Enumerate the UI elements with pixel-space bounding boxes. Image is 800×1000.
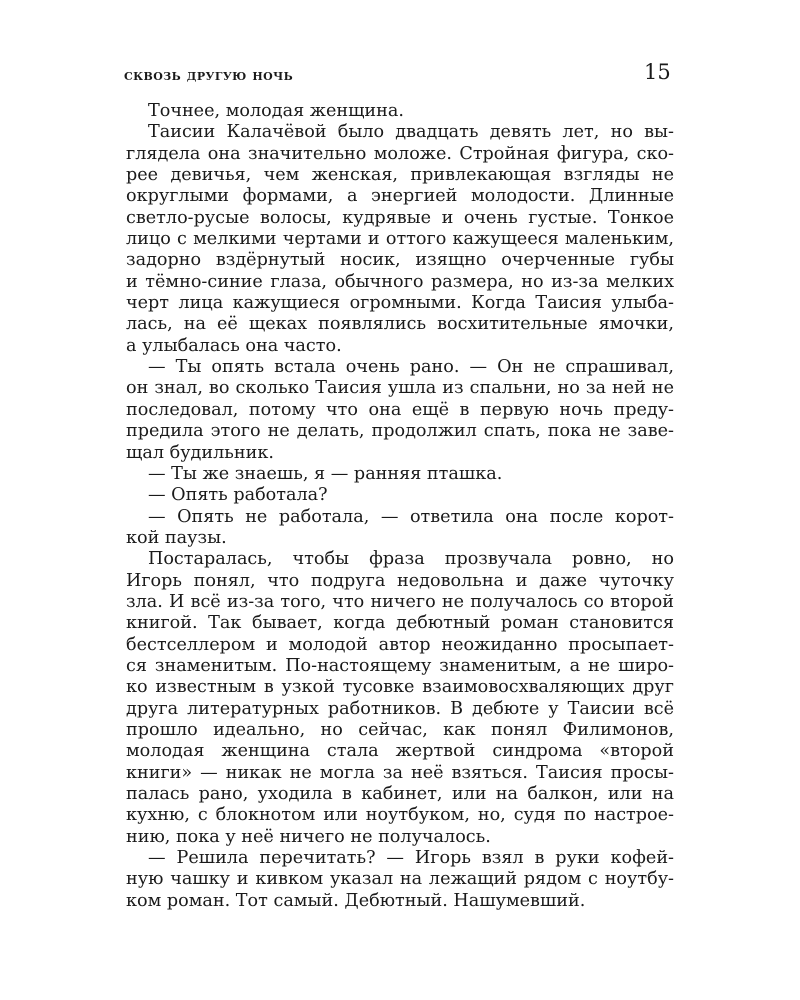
text-line: молодая женщина стала жертвой синдрома «второй [126, 741, 674, 762]
text-line: кой паузы. [126, 527, 227, 548]
text-line: предила этого не делать, продолжил спать, пока не заве- [126, 421, 674, 442]
text-line: книги» — никак не могла за неё взяться. Таисия просы- [126, 762, 674, 783]
text-line: ся знаменитым. По-настоящему знаменитым, а не широ- [126, 655, 674, 676]
text-line: ную чашку и кивком указал на лежащий рядом с ноутбу- [126, 869, 674, 890]
body-text [126, 101, 674, 912]
text-line: — Опять не работала, — ответила она после корот- [148, 506, 674, 527]
text-line: щал будильник. [126, 442, 274, 463]
text-line: книгой. Так бывает, когда дебютный роман становится [126, 613, 674, 634]
text-line: — Ты опять встала очень рано. — Он не спрашивал, [148, 357, 674, 378]
text-line: задорно вздёрнутый носик, изящно очерченные губы [126, 250, 674, 271]
text-line: последовал, потому что она ещё в первую ночь преду- [126, 399, 674, 420]
text-line: нию, пока у неё ничего не получалось. [126, 826, 491, 847]
text-line: рее девичья, чем женская, привлекающая взгляды не [126, 165, 674, 186]
text-line: — Ты же знаешь, я — ранняя пташка. [148, 463, 503, 484]
text-line: Постаралась, чтобы фраза прозвучала ровно, но [148, 549, 674, 570]
running-title: сквозь другую ночь [124, 66, 294, 84]
text-line: друга литературных работников. В дебюте у Таисии всё [126, 698, 674, 719]
text-line: ко известным в узкой тусовке взаимовосхваляющих друг [126, 677, 674, 698]
text-line: а улыбалась она часто. [126, 335, 342, 356]
text-line: светло-русые волосы, кудрявые и очень густые. Тонкое [126, 207, 674, 228]
text-line: — Опять работала? [148, 485, 328, 506]
page-number: 15 [644, 60, 671, 84]
text-line: лицо с мелкими чертами и оттого кажущееся маленьким, [126, 229, 674, 250]
text-line: — Решила перечитать? — Игорь взял в руки кофей- [148, 848, 674, 869]
text-line: он знал, во сколько Таисия ушла из спальни, но за ней не [126, 378, 674, 399]
text-line: прошло идеально, но сейчас, как понял Филимонов, [126, 719, 674, 740]
text-line: Игорь понял, что подруга недовольна и даже чуточку [126, 570, 674, 591]
text-line: бестселлером и молодой автор неожиданно просыпает- [126, 634, 674, 655]
text-line: ком роман. Тот самый. Дебютный. Нашумевший. [126, 890, 586, 911]
text-line: Точнее, молодая женщина. [148, 101, 404, 121]
text-line: округлыми формами, а энергией молодости. Длинные [126, 186, 674, 207]
text-line: и тёмно-синие глаза, обычного размера, но из-за мелких [126, 271, 674, 292]
text-line: Таисии Калачёвой было двадцать девять лет, но вы- [148, 122, 674, 143]
text-line: лась, на её щеках появлялись восхитительные ямочки, [126, 314, 674, 335]
text-line: палась рано, уходила в кабинет, или на балкон, или на [126, 784, 674, 804]
text-line: черт лица кажущиеся огромными. Когда Таисия улыба- [126, 293, 674, 314]
text-line: зла. И всё из-за того, что ничего не получалось со второй [126, 591, 674, 612]
text-line: кухню, с блокнотом или ноутбуком, но, судя по настрое- [126, 805, 674, 826]
text-line: глядела она значительно моложе. Стройная фигура, ско- [126, 143, 674, 164]
